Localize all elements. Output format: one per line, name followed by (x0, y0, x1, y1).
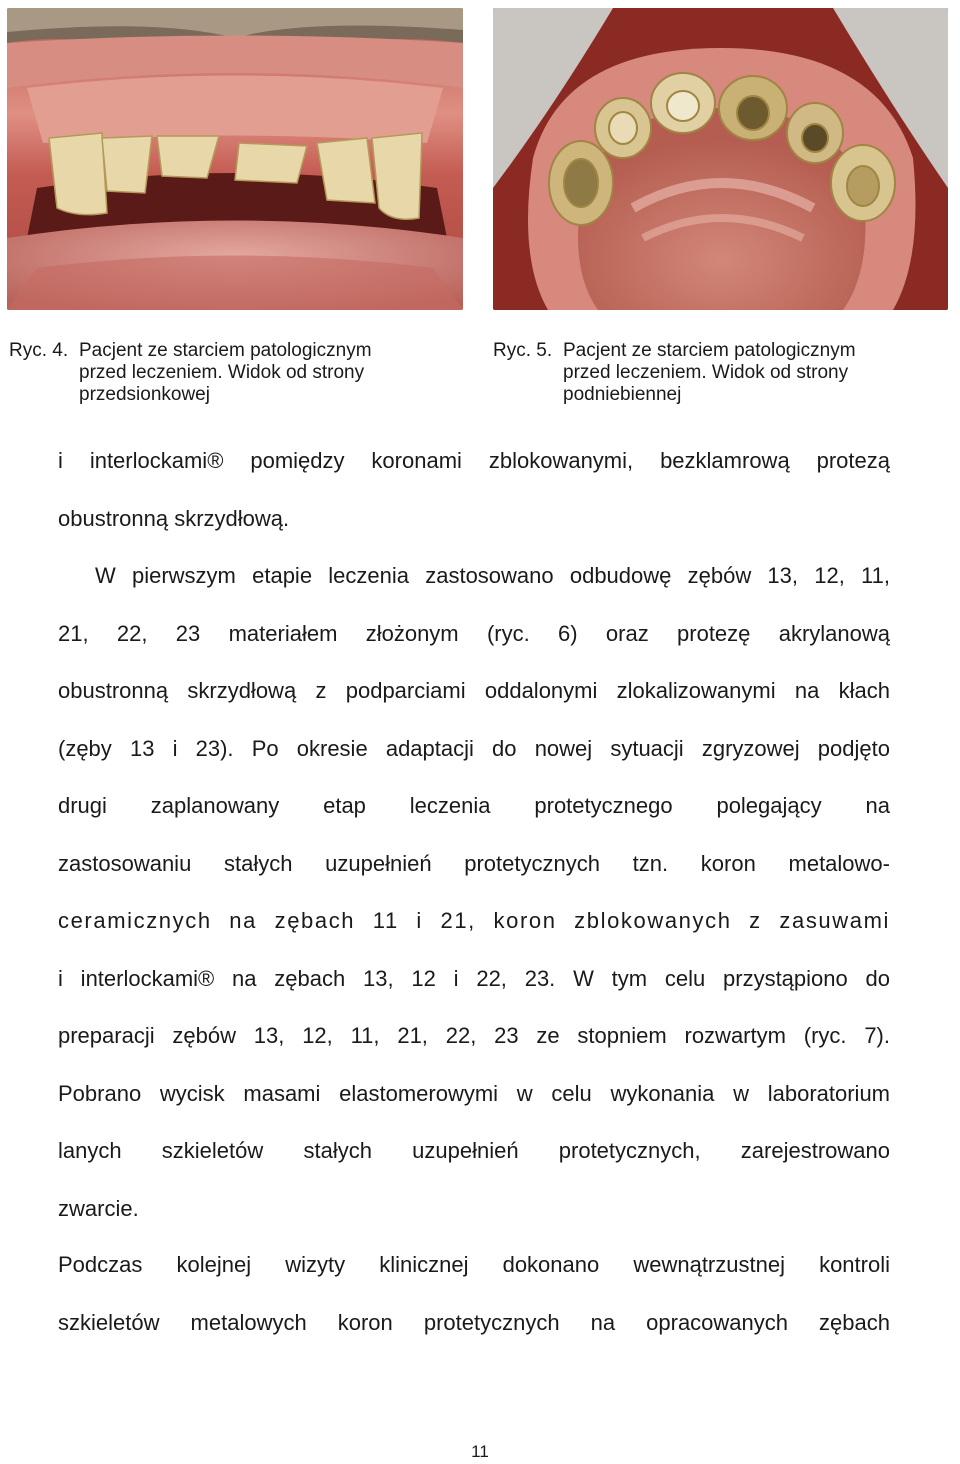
paragraph-line: obustronną skrzydłową z podparciami oddalonymi zlokalizowanymi na kłach (58, 678, 890, 703)
figure-4-caption (9, 340, 469, 406)
figure-4-photo (7, 8, 463, 310)
figure-5-caption-line-2: przed leczeniem. Widok od strony (563, 362, 849, 383)
figure-5-photo (493, 8, 948, 310)
paragraph-line: zastosowaniu stałych uzupełnień protetycznych tzn. koron metalowo- (58, 850, 890, 876)
figure-5-caption-line-1: Pacjent ze starciem patologicznym (563, 340, 856, 361)
paragraph-line: preparacji zębów 13, 12, 11, 21, 22, 23 ze stopniem rozwartym (ryc. 7). (58, 1023, 890, 1048)
paragraph-line: W pierwszym etapie leczenia zastosowano odbudowę zębów 13, 12, 11, (95, 563, 890, 588)
paragraph-1 (58, 432, 890, 547)
paragraph-line: ceramicznych na zębach 11 i 21, koron zblokowanych z zasuwami (58, 908, 890, 933)
paragraph-2 (58, 547, 890, 1237)
paragraph-line: zwarcie. (58, 1195, 139, 1221)
figure-5-label: Ryc. 5. (493, 340, 553, 361)
figure-5-caption (493, 340, 953, 406)
paragraph-line: Podczas kolejnej wizyty klinicznej dokonano wewnątrzustnej kontroli (58, 1252, 890, 1277)
paragraph-line: obustronną skrzydłową. (58, 505, 290, 531)
figure-5-caption-line-3: podniebiennej (563, 384, 682, 405)
figure-4-caption-line-3: przedsionkowej (79, 384, 210, 405)
figure-4-caption-line-2: przed leczeniem. Widok od strony (79, 362, 365, 383)
paragraph-line: i interlockami® pomiędzy koronami zblokowanymi, bezklamrową protezą (58, 448, 890, 473)
paragraph-3 (58, 1236, 890, 1351)
paragraph-line: Pobrano wycisk masami elastomerowymi w celu wykonania w laboratorium (58, 1080, 890, 1106)
figure-4-label: Ryc. 4. (9, 340, 69, 361)
paragraph-line: drugi zaplanowany etap leczenia protetycznego polegający na (58, 793, 890, 818)
page-number: 11 (471, 1442, 489, 1461)
paragraph-line: szkieletów metalowych koron protetycznych na opracowanych zębach (58, 1309, 890, 1335)
paragraph-line: 21, 22, 23 materiałem złożonym (ryc. 6) oraz protezę akrylanową (58, 620, 890, 646)
paragraph-line: i interlockami® na zębach 13, 12 i 22, 23. W tym celu przystąpiono do (58, 965, 890, 991)
figure-4-caption-line-1: Pacjent ze starciem patologicznym (79, 340, 372, 361)
paragraph-line: (zęby 13 i 23). Po okresie adaptacji do nowej sytuacji zgryzowej podjęto (58, 735, 890, 761)
paragraph-line: lanych szkieletów stałych uzupełnień protetycznych, zarejestrowano (58, 1138, 890, 1163)
